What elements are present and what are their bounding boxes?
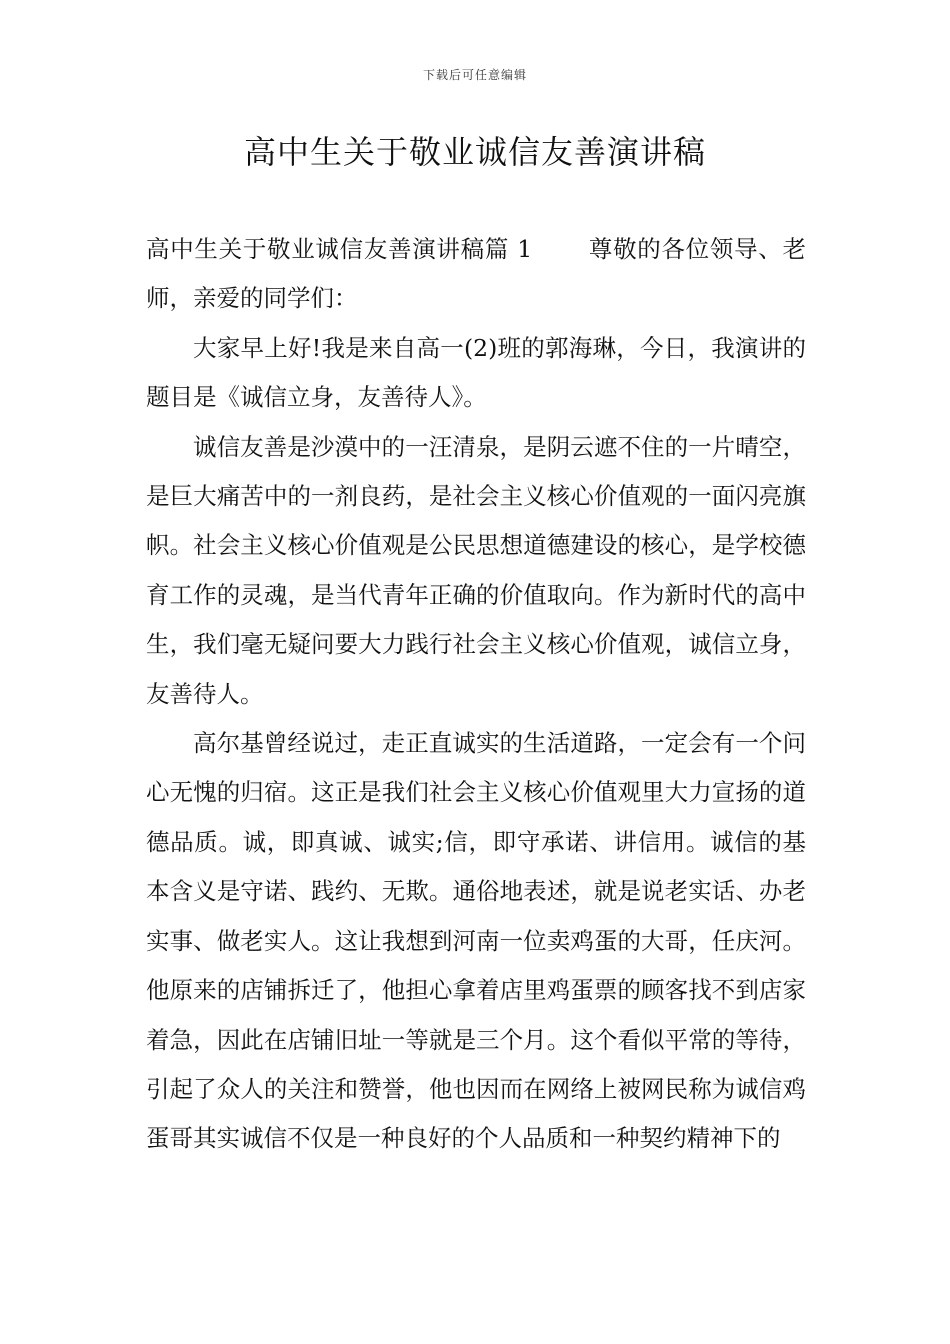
body-paragraph-3: 高尔基曾经说过，走正直诚实的生活道路，一定会有一个问心无愧的归宿。这正是我们社会主义核心价值观里大力宣扬的道德品质。诚，即真诚、诚实;信，即守承诺、讲信用。诚信的基本含义是守诺、践约、无欺。通俗地表述，就是说老实话、办老实事、做老实人。这让我想到河南一位卖鸡蛋的大哥，任庆河。他原来的店铺拆迁了，他担心拿着店里鸡蛋票的顾客找不到店家着急，因此在店铺旧址一等就是三个月。这个看似平常的等待，引起了众人的关注和赞誉，他也因而在网络上被网民称为诚信鸡蛋哥其实诚信不仅是一种良好的个人品质和一种契约精神下的 [146, 729, 806, 1153]
document-body [146, 225, 806, 1164]
header-note: 下载后可任意编辑 [422, 68, 527, 82]
body-paragraph-2: 诚信友善是沙漠中的一汪清泉，是阴云遮不住的一片晴空，是巨大痛苦中的一剂良药，是社会主义核心价值观的一面闪亮旗帜。社会主义核心价值观是公民思想道德建设的核心，是学校德育工作的灵魂，是当代青年正确的价值取向。作为新时代的高中生，我们毫无疑问要大力践行社会主义核心价值观，诚信立身，友善待人。 [146, 432, 806, 708]
salutation: 尊敬的各位领导、老师，亲爱的同学们： [146, 235, 806, 313]
section-heading: 高中生关于敬业诚信友善演讲稿篇 1 [146, 235, 533, 263]
intro-paragraph [146, 225, 806, 324]
document-title: 高中生关于敬业诚信友善演讲稿 [243, 133, 706, 171]
body-paragraph-1: 大家早上好!我是来自高一(2)班的郭海琳，今日，我演讲的题目是《诚信立身，友善待人》。 [146, 333, 806, 412]
